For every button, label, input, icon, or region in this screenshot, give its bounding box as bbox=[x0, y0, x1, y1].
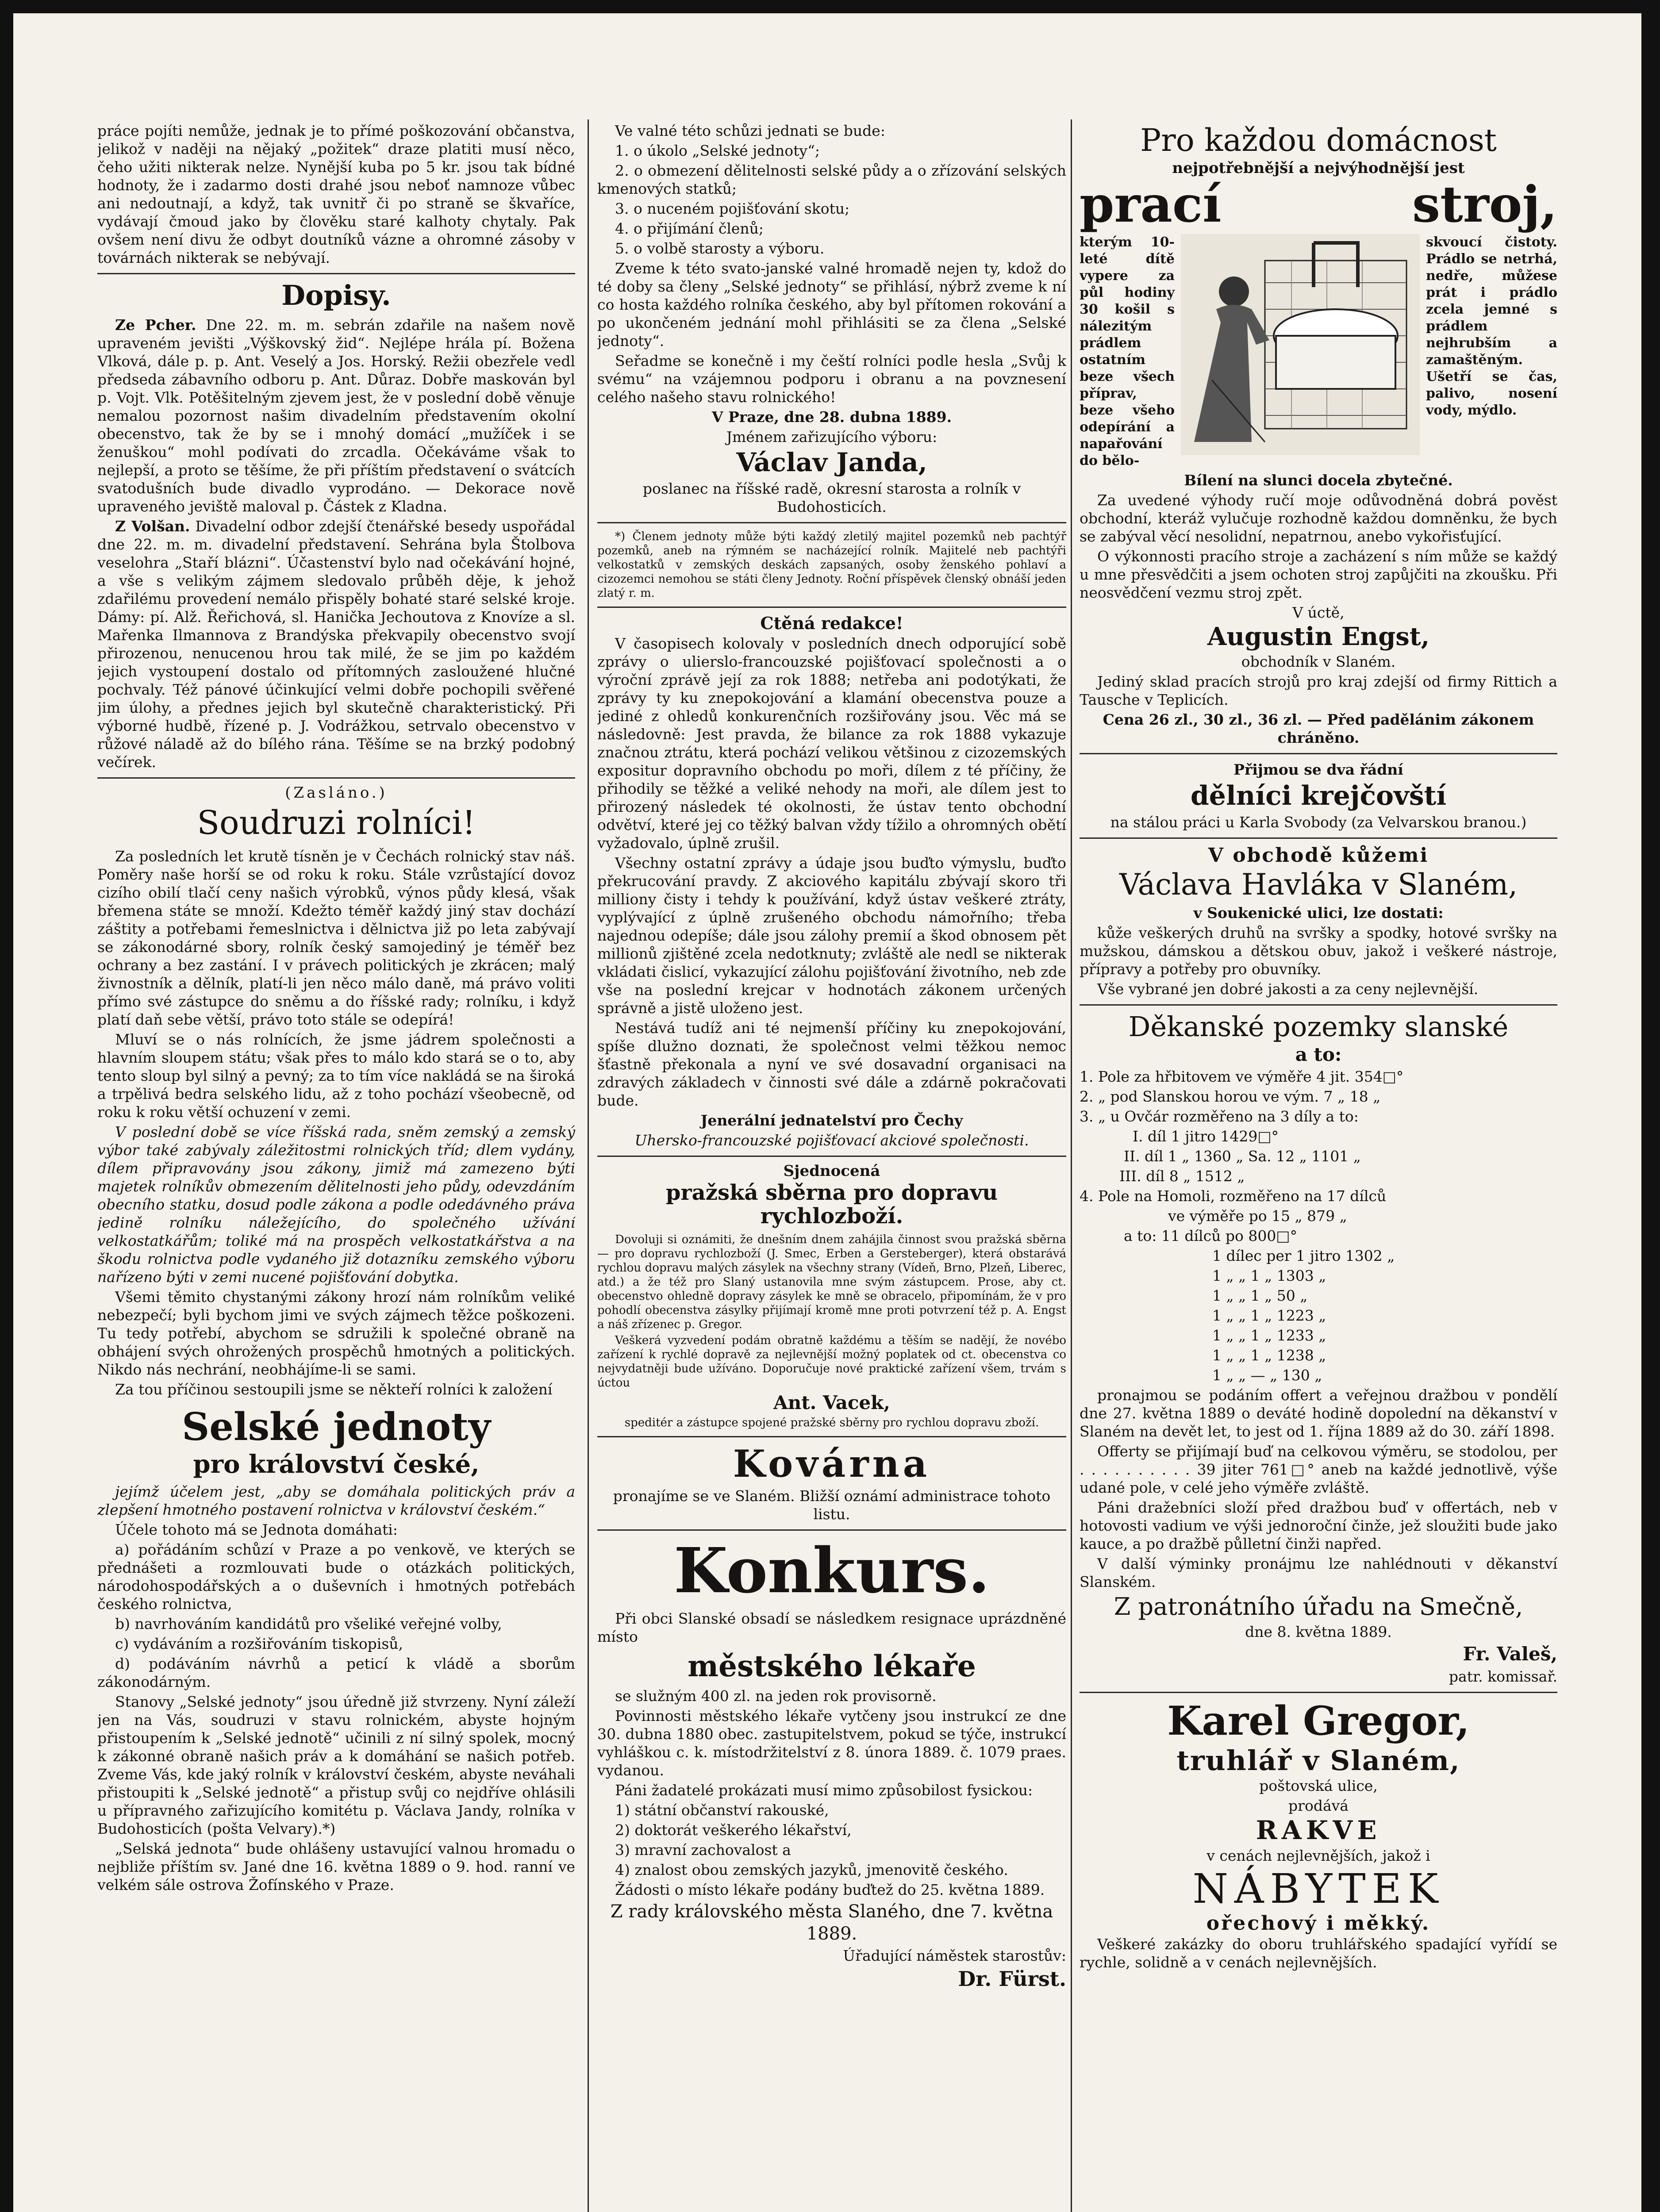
povinnosti-text: Povinnosti městského lékaře vytčeny jsou instrukcí ze dne 30. dubna 1880 obec. zastupitelstvem, pokud se týče, instrukcí vyhláškou c. k. místodržitelství z 8. února 1889. č. 1079 praes. vydanou. bbox=[597, 1707, 1066, 1779]
column-2 bbox=[597, 122, 1066, 2212]
furst-name: Dr. Fürst. bbox=[958, 1966, 1066, 1991]
pozemek-row: 1 „ „ 1 „ 1303 „ bbox=[1212, 1267, 1326, 1285]
column-rule bbox=[588, 119, 589, 2212]
lekar-heading: městského lékaře bbox=[688, 1649, 976, 1684]
divider bbox=[597, 1529, 1066, 1531]
pozemek-line: 1. Pole za hřbitovem ve výměře 4 jit. 354□° bbox=[1080, 1068, 1404, 1086]
volsan-heading: Z Volšan. bbox=[115, 518, 190, 535]
nabytek-heading: NÁBYTEK bbox=[1192, 1865, 1445, 1912]
footnote: *) Členem jednoty může býti každý zletilý majitel pozemků neb pachtýř pozemků, aneb na rýmném se nacházející rolník. Majitelé neb pachtýři velkostatků v zemských deskách zapsaných, osoby ženského pohlaví a cizozemci nemohou se státi členy Jednoty. Roční příspěvek členský obnáší jeden zlatý r. m. bbox=[597, 530, 1066, 600]
konkurs-text-1: Při obci Slanské obsadí se následkem resignace uprázdněné místo bbox=[597, 1610, 1066, 1646]
vales-name: Fr. Valeš, bbox=[1463, 1643, 1557, 1665]
truhlar-heading: truhlář v Slaném, bbox=[1176, 1744, 1460, 1777]
engst-name: Augustin Engst, bbox=[1207, 622, 1430, 652]
ad-right-text: skvoucí čistoty. Prádlo se netrhá, nedře, můžese prát i prádlo zcela jemné s prádlem nejhrubším a zamaštěným. Ušetří se čas, palivo, nosení vody, mýdlo. bbox=[1426, 234, 1557, 419]
patronat-heading: Z patronátního úřadu na Smečně, bbox=[1114, 1593, 1523, 1621]
ucel-intro: Účele tohoto má se Jednota domáhati: bbox=[115, 1521, 398, 1539]
selske-purpose: jejímž účelem jest, „aby se domáhala politických práv a zlepšení hmotného postavení rolnictva v království českém.“ bbox=[97, 1483, 575, 1519]
stroj-word: stroj, bbox=[1412, 176, 1557, 234]
pcher-text: Dne 22. m. m. sebrán zdařile na našem nově upraveném jevišti „Výškovský žid“. Nejlépe hrála pí. Božena Vlková, dále p. p. Ant. Veselý a Jos. Horský. Režii obezřele vedl předseda zábavního odboru p. Ant. Důraz. Dobře maskován byl p. Vojt. Vlk. Potěšitelným zjevem jest, že v poslední době věnuje nemalou pozornost našim divadelním představením okolní obecenstvo, tak že by se i mnohý domácí „mužíček i se ženuškou“ mohl podívati do zrcadla. Očekáváme však to nejlepší, a proto se těšíme, že při příštím představení o svátcích svatodušních bude divadlo vyprodáno. — Dekorace nově upraveného jeviště maloval p. Částek z Kladna. bbox=[97, 316, 575, 515]
belidlo-text: Bílení na slunci docela zbytečné. bbox=[1184, 472, 1453, 489]
divider bbox=[1080, 837, 1557, 839]
program-item: 4. o přijímání členů; bbox=[615, 220, 764, 237]
cena-text: Cena 26 zl., 30 zl., 36 zl. — Před padělánim zákonem chráněno. bbox=[1103, 710, 1534, 746]
seradme-text: Seřadme se konečně i my čeští rolníci podle hesla „Svůj k svému“ na vzájemnou podporu i obranu a na povznesení celého našeho stavu rolnického! bbox=[597, 352, 1066, 406]
zveme-text: Zveme k této svato-janské valné hromadě nejen ty, kdož do té doby sa členy „Selské jednoty“ se přihlásí, nýbrž zveme k ní co hosta každého rolníka českého, aby byl přítomen rokování a po ukončeném jednání mohl přihlásiti se za člena „Selské jednoty“. bbox=[597, 260, 1066, 349]
ucel-a: a) pořádáním schůzí v Praze a po venkově, ve kterých se přednášeti a rozmlouvati bude o otázkách politických, národohospodářských a o duševních i hmotných potřebách českého rolnictva, bbox=[97, 1541, 575, 1613]
pozemek-row: 1 „ „ 1 „ 50 „ bbox=[1212, 1287, 1308, 1305]
prijmou-text: Přijmou se dva řádní bbox=[1233, 760, 1403, 778]
schuze-text: „Selská jednota“ bude ohlášeny ustavující valnou hromadu o nejbliže příštím sv. Jané dne 16. května 1889 o 9. hod. ranní ve velkém sále ostrova Žofínského v Praze. bbox=[97, 1840, 575, 1894]
pani-text: Páni žadatelé prokázati musí mimo způsobilost fysickou: bbox=[615, 1781, 1033, 1799]
jeneralni-title: Jenerální jednatelství pro Čechy bbox=[700, 1111, 963, 1129]
vales-sub: patr. komissař. bbox=[1449, 1667, 1557, 1685]
program-item: 3. o nuceném pojišťování skotu; bbox=[615, 200, 850, 217]
divider bbox=[597, 607, 1066, 608]
soudruzi-p1: Za posledních let krutě tísněn je v Čechách rolnický stav náš. Poměry naše horší se od roku k roku. Stále vzrůstající dovoz cizího obilí tlačí ceny našich výrobků, výnos půdy klesá, však břemena státe se množí. Kdežto téměř každý jiný stav dochází záštity a potřebami řemeslnictva i dělnictva již po leta zabývají se zákonodárné sbory, rolník český samojediný je téměř bez ochrany a bez zastání. I v právech politických je zkrácen; malý živnostník a dělník, platí-li jen něco málo daně, má právo voliti přímo své zástupce do sněmu a do říšské rady; rolníku, i když platí daň sebe větší, právo toto stále se odepírá! bbox=[97, 847, 575, 1028]
pozemek-row: 1 „ „ — „ 130 „ bbox=[1212, 1367, 1322, 1384]
offerty-text: Offerty se přijímají buď na celkovou výměru, se stodolou, per . . . . . . . . . . 39 jiter 761□° aneb na každé jednotlivě, výše udané pole, v celé jeho výměře zvláště. bbox=[1080, 1443, 1557, 1497]
havlik-text: kůže veškerých druhů na svršky a spodky, hotové svršky na mužskou, dámskou a dětskou obuv, jakož i veškeré nástroje, přípravy a potřeby pro obuvníky. bbox=[1080, 924, 1557, 978]
washing-machine-ad bbox=[1080, 234, 1557, 471]
sklad-text: Jediný sklad pracích strojů pro kraj zdejší od firmy Rittich a Tausche v Teplicích. bbox=[1080, 672, 1557, 708]
vacek-sub: speditér a zástupce spojené pražské sběrny pro rychlou dopravu zboží. bbox=[624, 1416, 1039, 1429]
dalsi-text: V další výminky pronájmu lze nahlédnouti v děkanství Slanském. bbox=[1080, 1555, 1557, 1591]
pro-kazdou-heading: Pro každou domácnost bbox=[1140, 122, 1497, 158]
dekanske-heading: Děkanské pozemky slanské bbox=[1128, 1010, 1509, 1043]
pozemek-line: II. díl 1 „ 1360 „ Sa. 12 „ 1101 „ bbox=[1124, 1148, 1361, 1165]
column-1 bbox=[97, 122, 575, 2212]
divider bbox=[1080, 1692, 1557, 1693]
jmenem-label: Jménem zařizujícího výboru: bbox=[726, 428, 938, 445]
divider bbox=[1080, 753, 1557, 754]
havlik-text-2: Vše vybrané jen dobré jakosti a za ceny nejlevnější. bbox=[1097, 980, 1479, 998]
postovska-text: poštovská ulice, bbox=[1259, 1777, 1378, 1794]
konkurs-heading: Konkurs. bbox=[674, 1535, 990, 1608]
ctena-heading: Ctěná redakce! bbox=[760, 613, 903, 633]
zaslano-label: (Zasláno.) bbox=[285, 784, 388, 802]
soudruzi-p2: Mluví se o nás rolnících, že jsme jádrem společnosti a hlavním sloupem státu; však přes to málo kdo stará se o to, aby tento sloup byl silný a pevný; za to tím více nakládá se na široká a trpělivá bedra selského lidu, až z toho pochází všeobecně, od roku k roku větší ochuzení v zemi. bbox=[97, 1030, 575, 1121]
pozemek-line: I. díl 1 jitro 1429□° bbox=[1133, 1128, 1279, 1145]
column-3 bbox=[1080, 122, 1557, 2212]
divider bbox=[597, 522, 1066, 523]
newspaper-page bbox=[13, 13, 1641, 2212]
gregor-name: Karel Gregor, bbox=[1167, 1697, 1470, 1744]
intro-text: práce pojíti nemůže, jednak je to přímé poškozování občanstva, jelikož v naději na nějaký „požitek“ draze platiti musí něco, čeho užiti nikterak nelze. Nynější kuba po 5 kr. jsou tak bídné hodnoty, že i zadarmo dosti drahé jsou neboť namnoze vůbec ani nedoutnají, a když, tak uvnitř či po straně se škvaříce, vydávají čmoud jako by člověku staré kalhoty chytaly. Pak ovšem není divu že odbyt doutníků vázne a ohromné zásoby v továrnách nikterak se nebývají. bbox=[97, 122, 575, 266]
pcher-heading: Ze Pcher. bbox=[115, 316, 196, 334]
pozemek-line: III. díl 8 „ 1512 „ bbox=[1119, 1167, 1245, 1185]
pozemek-line: 2. „ pod Slanskou horou ve vým. 7 „ 18 „ bbox=[1080, 1088, 1381, 1106]
havlik-name: Václava Havláka v Slaném, bbox=[1119, 868, 1518, 902]
pronajmou-text: pronajmou se podáním offert a veřejnou dražbou v pondělí dne 27. května 1889 o deváté hodině dopolední na děkanství v Slaném na devět let, to jest od 1. října 1889 až do 30. září 1898. bbox=[1080, 1386, 1557, 1440]
program-item: 1. o úkolo „Selské jednoty“; bbox=[615, 142, 820, 159]
volsan-text: Divadelní odbor zdejší čtenářské besedy uspořádal dne 22. m. m. divadelní představení. Sehrána byla Štolbova veselohra „Staří blázni“. Účastenství bylo nad očekávání hojné, a vše s velikým zájmem sledovalo průběh děje, k jehož zdařilému provedení nemálo přispěly bohaté staré selské kroje. Dámy: pí. Alž. Řeřichová, sl. Hanička Jechoutova z Knovíze a sl. Mařenka Ilmannova z Brandýska překvapily obecenstvo svojí přirozenou, nenucenou hrou tak milé, že se jim po každém jejich vystoupení dostalo od přítomných zasloužené hlučné pochvaly. Též pánové účinkující velmi dobře pochopili svěřené jim úlohy, a přednes jejich byl skutečně charakteristický. Při výborné hudbě, řízené p. J. Vodrážkou, setrvalo obecenstvo v růžové náladě až do bílého rána. Těšíme se na brzký podobný večírek. bbox=[97, 518, 575, 771]
orechovy-text: ořechový i měkký. bbox=[1206, 1912, 1431, 1935]
sberna-text-2: Veškerá vyzvedení podám obratně každému a těším se nadějí, že novébo zařízení k rychlé dopravě za nejlevnější možný poplatek od ct. obecenstva co nejvydatněji bude užíváno. Doporučuje nové praktické zařízení všem, trvám s úctou bbox=[597, 1333, 1066, 1390]
requirement: 2) doktorát veškerého lékařství, bbox=[615, 1821, 852, 1839]
soudruzi-p4: Všemi těmito chystanými zákony hrozí nám rolníkům veliké nebezpečí; byli bychom jimi ve svých zájmech těžce poškozeni. Tu tedy potřebí, abychom se sdružili k společné obraně na obhájení svých ohrožených prospěchů hmotných a politických. Nikdo nás nechrání, neobhájíme-li se sami. bbox=[97, 1288, 575, 1378]
delnici-sub: na stálou práci u Karla Svobody (za Velvarskou branou.) bbox=[1110, 813, 1527, 831]
pozemek-line: ve výměře po 15 „ 879 „ bbox=[1168, 1207, 1347, 1225]
z-rady-text: Z rady královského města Slaného, dne 7. května 1889. bbox=[610, 1901, 1053, 1944]
ucel-b: b) navrhováním kandidátů pro všeliké veřejné volby, bbox=[115, 1615, 502, 1633]
zadosti-text: Žádosti o místo lékaře podány buďtež do 25. května 1889. bbox=[615, 1881, 1045, 1898]
divider bbox=[597, 1436, 1066, 1437]
vsechny-text: Všechny ostatní zprávy a údaje jsou buďto výmyslu, buďto překrucování pravdy. Z akciového kapitálu zbývají skoro tři milliony čisty i tehdy k používání, když ústav veškeré ztráty, vyplývající z úplně zrušeného obchodu námořního; třeba najednou odepíše; dále jsou zálohy premií a škod obnosem pět millionů zjištěné zcela nedotknuty; zvláště ale nedl se nikterak vkládati čislicí, vykazující zálohu pojišťování životního, neb zde vše na poslední krejcar v hodnotách zákonem určených správně a jistě uloženo jest. bbox=[597, 854, 1066, 1017]
havlik-address: v Soukenické ulici, lze dostati: bbox=[1193, 904, 1444, 922]
engst-sub: obchodník v Slaném. bbox=[1241, 653, 1396, 670]
ceny-text: v cenách nejlevnějších, jakož i bbox=[1207, 1847, 1430, 1864]
v-ucte: V úctě, bbox=[1292, 604, 1345, 622]
veskere-text: Veškeré zakázky do oboru truhlářského spadající vyřídí se rychle, solidně a v cenách nejlevnějších. bbox=[1080, 1936, 1557, 1971]
nejpotrebnejsi-text: nejpotřebnější a nejvýhodnější jest bbox=[1172, 159, 1465, 177]
column-rule bbox=[1071, 119, 1072, 2212]
praha-date: V Praze, dne 28. dubna 1889. bbox=[711, 408, 952, 426]
ucel-d: d) podáváním návrhů a peticí k vládě a sborům zákonodárným. bbox=[97, 1655, 575, 1691]
pozemek-row: 1 dílec per 1 jitro 1302 „ bbox=[1212, 1247, 1395, 1265]
ad-left-text: kterým 10-leté dítě vypere za půl hodiny 30 košil s nálezitým prádlem ostatním beze všech příprav, beze všeho odepírání a napařování do bělo- bbox=[1080, 234, 1175, 469]
washing-machine-illustration bbox=[1181, 234, 1420, 455]
uradujici-label: Úřadující náměstek starostův: bbox=[843, 1947, 1066, 1964]
sjednocena-heading: Sjednocená bbox=[783, 1162, 880, 1180]
selske-jednoty-subheading: pro království české, bbox=[193, 1449, 480, 1479]
stanovy-text: Stanovy „Selské jednoty“ jsou úředně již stvrzeny. Nyní záleží jen na Vás, soudruzi v stavu rolnickém, abyste hojným přistoupením k „Selské jednotě“ učinili z ní silný spolek, mocný k zákonné obraně našich práv a k domáhání se našich potřeb. Zveme Vás, kde jaký rolník v království českém, abyste neváhali přistoupiti k „Selské jednotě“ a přistup svůj co nejdříve ohlásili u přípravného zařizujícího komitétu p. Václava Jandy, rolníka v Budohosticích (pošta Velvary).*) bbox=[97, 1693, 575, 1838]
dopisy-heading: Dopisy. bbox=[281, 279, 391, 311]
pozemek-line: 3. „ u Ovčár rozměřeno na 3 díly a to: bbox=[1080, 1108, 1359, 1125]
requirement: 4) znalost obou zemských jazyků, jmenovitě českého. bbox=[615, 1861, 1008, 1878]
kovarna-text: pronajíme se ve Slaném. Bližší oznámí administrace tohoto listu. bbox=[613, 1487, 1051, 1523]
pozemek-line: 4. Pole na Homoli, rozměřeno na 17 dílců bbox=[1080, 1187, 1387, 1205]
za-uvedene-text: Za uvedené výhody ručí moje odůvodněná dobrá pověst obchodní, kteráž vylučuje rozhodně každou domněnku, že bych se zabýval věcí nesolidní, nepatrnou, anebo vykořisťující. bbox=[1080, 492, 1557, 545]
rakve-heading: RAKVE bbox=[1256, 1815, 1381, 1845]
program-intro: Ve valné této schůzi jednati se bude: bbox=[615, 122, 885, 139]
ato-label: a to: bbox=[1295, 1044, 1342, 1066]
program-item: 2. o obmezení dělitelnosti selské půdy a o zřízování selských kmenových statků; bbox=[597, 162, 1066, 197]
ucel-c: c) vydáváním a rozšiřováním tiskopisů, bbox=[115, 1635, 403, 1653]
divider bbox=[1080, 1004, 1557, 1006]
pani-draz-text: Páni dražebníci složí před dražbou buď v offertách, neb v hotovosti vadium ve výši jednoroční činže, jež sloužiti bude jako kauce, a po dražbě půlletní činži napřed. bbox=[1080, 1499, 1557, 1553]
soudruzi-p3: V poslední době se více říšská rada, sněm zemský a zemský výbor také zabývaly záležitostmi rolnických tříd; dlem vydány, dílem připravovány jsou zákony, jimiž má zamezeno býti majetek rolníkův obmezením dělitelnosti jeho půdy, odevzdáním obecního statku, dosud podle zákona a podle odedávného práva jedině rolníku náležejícího, do společného užívání velkostatkářům; toliké má na prospěch velkostatkářstva a na škodu rolnictva podle vydaného již dotazníku zemského výboru nařízeno býti v zemi nucené pojišťování dobytka. bbox=[97, 1123, 575, 1286]
program-item: 5. o volbě starosty a výboru. bbox=[615, 240, 825, 257]
pozemek-row: 1 „ „ 1 „ 1233 „ bbox=[1212, 1327, 1326, 1344]
kovarna-heading: Kovárna bbox=[733, 1441, 931, 1486]
pozemek-row: 1 „ „ 1 „ 1238 „ bbox=[1212, 1347, 1326, 1364]
pozemek-row: 1 „ „ 1 „ 1223 „ bbox=[1212, 1307, 1326, 1325]
jeneralni-sub: Uhersko-francouzské pojišťovací akciové společnosti. bbox=[634, 1131, 1029, 1149]
divider bbox=[97, 273, 575, 274]
patronat-date: dne 8. května 1889. bbox=[1245, 1623, 1392, 1640]
requirement: 1) státní občanství rakouské, bbox=[615, 1801, 829, 1819]
vykonnost-text: O výkonnosti pracího stroje a zacházení s ním může se každý u mne přesvědčiti a jsem ochoten stroj zapůjčiti na zkoušku. Při neosvědčení vezmu stroj zpět. bbox=[1080, 548, 1557, 602]
divider bbox=[97, 777, 575, 779]
sberna-heading: pražská sběrna pro dopravu rychlozboží. bbox=[665, 1180, 998, 1229]
pozemek-line: a to: 11 dílců po 800□° bbox=[1124, 1227, 1297, 1245]
requirement: 3) mravní zachovalost a bbox=[615, 1841, 791, 1859]
praci-stroj-heading bbox=[1080, 176, 1557, 234]
soudruzi-p5: Za tou příčinou sestoupili jsme se někteří rolníci k založení bbox=[115, 1380, 553, 1398]
vacek-name: Ant. Vacek, bbox=[773, 1391, 890, 1413]
obchod-heading: V obchodě kůžemi bbox=[1208, 844, 1429, 867]
nestava-text: Nestává tudíž ani té nejmenší příčiny ku znepokojování, spíše dlužno doznati, že společnost velmi těžkou nemoc šťastně překonala a nyní ve své dosavadní organisaci na zdravých základech v činnosti své dále a zdárně pokračovati bude. bbox=[597, 1019, 1066, 1109]
praci-word: prací bbox=[1080, 176, 1222, 234]
divider bbox=[597, 1156, 1066, 1157]
sberna-text: Dovoluji si oznámiti, že dnešním dnem zahájila činnost svou pražská sběrna — pro dopravu rychlozboží (J. Smec, Erben a Gersteberger), která obstarává rychlou dopravu malých zásylek na všechny strany (Vídeň, Brno, Plzeň, Liberec, atd.) a že též pro Slaný ustanovila mne svým zástupcem. Prose, aby ct. obecenstvo ohledně dopravy zásylek ke mně se obracelo, připomínám, že v pro pohodlí obecenstva zásylky přijímají kromě mne proti potvrzení též p. A. Engst a náš zřízenec p. Gregor. bbox=[597, 1233, 1066, 1331]
janda-name: Václav Janda, bbox=[736, 447, 927, 477]
soudruzi-heading: Soudruzi rolníci! bbox=[197, 803, 476, 842]
ctena-text: V časopisech kolovaly v posledních dnech odporující sobě zprávy o ulierslo-francouzské pojišťovací společnosti a o výroční zprávě její za rok 1888; netřeba ani podotýkati, že zprávy ty ku znepokojování a klamání obecenstva pouze a jediné z ohledů konkurenčních rozšiřovány jsou. Věc má se následovně: Jest pravda, že bilance za rok 1888 vykazuje značnou ztrátu, která pochází velikou většinou z cizozemských expositur dopravního obchodu po moři, dílem z té příčiny, že přihodily se těžké a veliké nehody na moři, ale dílem jest to přirozený následek té okolnosti, že ústav tento obchodní odvětví, které jej co těžký balvan vždy tížilo a ohromných obětí vyžadovalo, úplně zrušil. bbox=[597, 634, 1066, 852]
selske-jednoty-heading: Selské jednoty bbox=[182, 1404, 491, 1449]
konkurs-text-2: se služným 400 zl. na jeden rok provisorně. bbox=[615, 1687, 937, 1705]
janda-title: poslanec na říšské radě, okresní starosta a rolník v Budohosticích. bbox=[642, 480, 1021, 515]
prodava-text: prodává bbox=[1288, 1797, 1349, 1814]
delnici-heading: dělníci krejčovští bbox=[1190, 780, 1447, 811]
